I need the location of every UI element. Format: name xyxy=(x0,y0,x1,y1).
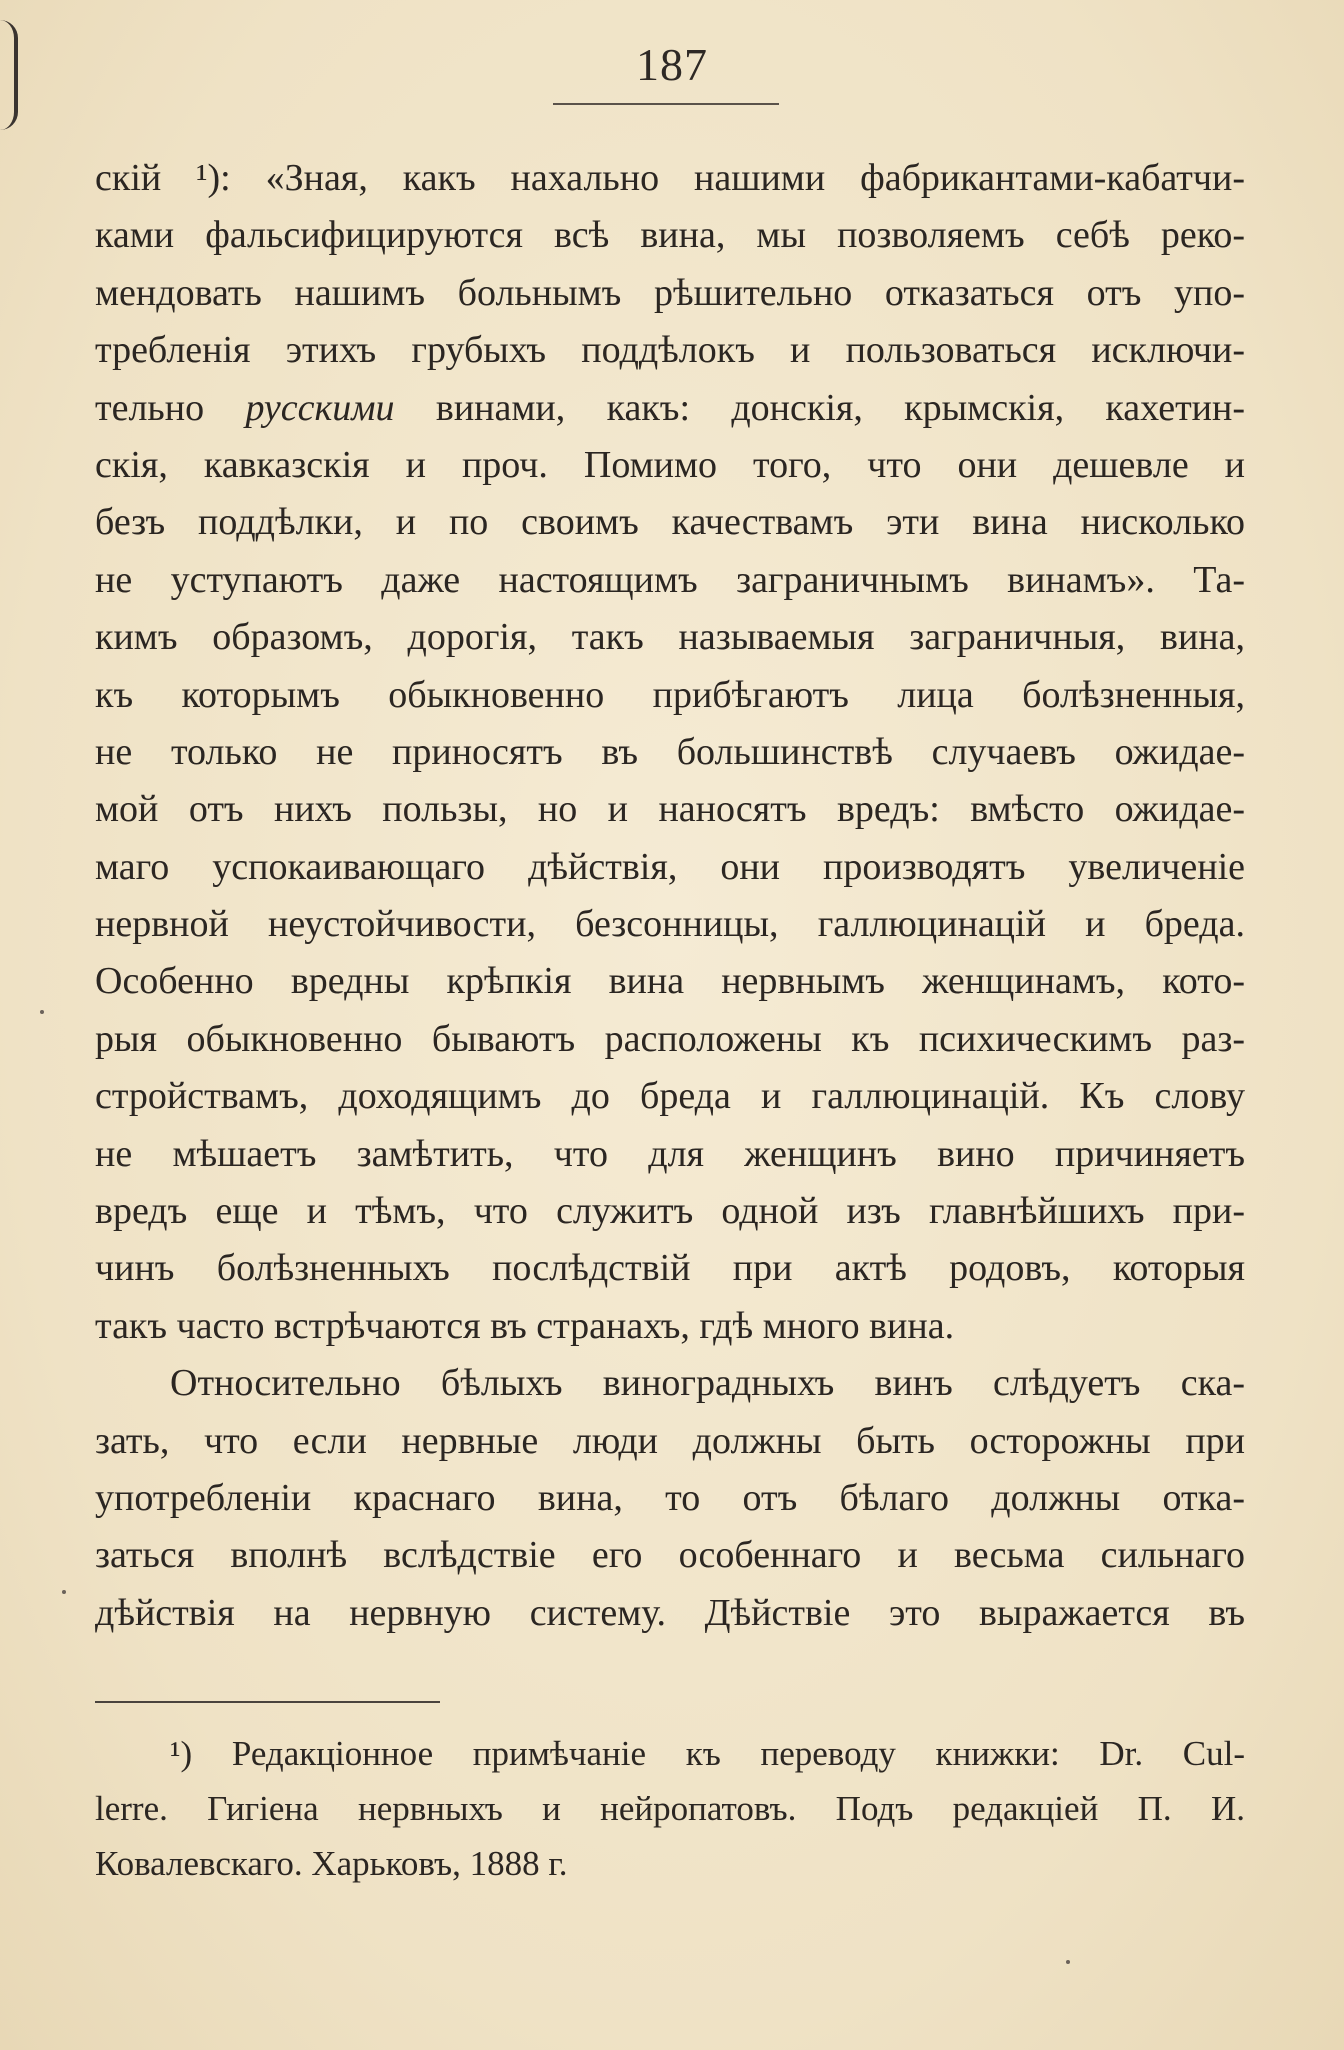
footnote xyxy=(95,1726,1245,1891)
body-line: требленія этихъ грубыхъ поддѣлокъ и пользоваться исключи- xyxy=(95,329,1245,372)
body-line: нервной неустойчивости, безсонницы, галлюцинацій и бреда. xyxy=(95,903,1245,946)
emphasis-text: русскими xyxy=(245,386,395,429)
paper-speck xyxy=(40,1010,44,1014)
body-line: скій ¹): «Зная, какъ нахально нашими фабрикантами-кабатчи- xyxy=(95,157,1245,199)
body-line-start: тельно xyxy=(95,386,205,429)
body-line: маго успокаивающаго дѣйствія, они производятъ увеличеніе xyxy=(95,845,1245,888)
body-line: употребленіи краснаго вина, то отъ бѣлаго должны отка- xyxy=(95,1476,1245,1519)
body-line: заться вполнѣ вслѣдствіе его особеннаго и весьма сильнаго xyxy=(95,1534,1245,1577)
body-line: такъ часто встрѣчаются въ странахъ, гдѣ много вина. xyxy=(95,1304,955,1347)
body-line: безъ поддѣлки, и по своимъ качествамъ эти вина нисколько xyxy=(95,501,1245,544)
body-line: рыя обыкновенно бываютъ расположены къ психическимъ раз- xyxy=(95,1017,1245,1060)
body-line: не мѣшаетъ замѣтить, что для женщинъ вино причиняетъ xyxy=(95,1132,1245,1175)
body-line: кимъ образомъ, дорогія, такъ называемыя заграничныя, вина, xyxy=(95,616,1245,659)
paper-speck xyxy=(1066,1960,1070,1964)
body-line: мой отъ нихъ пользы, но и наносятъ вредъ: вмѣсто ожидае- xyxy=(95,788,1245,831)
body-line: стройствамъ, доходящимъ до бреда и галлюцинацій. Къ слову xyxy=(95,1075,1245,1118)
paper-speck xyxy=(62,1590,66,1594)
body-line: ками фальсифицируются всѣ вина, мы позволяемъ себѣ реко- xyxy=(95,214,1245,257)
footnote-line: Ковалевскаго. Харьковъ, 1888 г. xyxy=(95,1844,568,1883)
body-line: Особенно вредны крѣпкія вина нервнымъ женщинамъ, кото- xyxy=(95,960,1245,1003)
footnote-line: lerre. Гигіена нервныхъ и нейропатовъ. Подъ редакціей П. И. xyxy=(95,1789,1245,1828)
body-line: къ которымъ обыкновенно прибѣгаютъ лица болѣзненныя, xyxy=(95,673,1245,716)
body-line: Относительно бѣлыхъ виноградныхъ винъ слѣдуетъ ска- xyxy=(170,1362,1245,1405)
body-line: зать, что если нервные люди должны быть осторожны при xyxy=(95,1419,1245,1462)
body-line: чинъ болѣзненныхъ послѣдствій при актѣ родовъ, которыя xyxy=(95,1247,1245,1290)
body-line: мендовать нашимъ больнымъ рѣшительно отказаться отъ упо- xyxy=(95,271,1245,314)
body-line-end: винами, какъ: донскія, крымскія, кахетин- xyxy=(435,386,1246,429)
page-number: 187 xyxy=(636,39,708,90)
body-line: не только не приносятъ въ большинствѣ случаевъ ожидае- xyxy=(95,730,1245,773)
body-line: дѣйствія на нервную систему. Дѣйствіе это выражается въ xyxy=(95,1591,1245,1634)
body-text xyxy=(95,150,1245,1642)
body-line xyxy=(95,380,1245,437)
footnote-line: ¹) Редакціонное примѣчаніе къ переводу книжки: Dr. Cul- xyxy=(170,1734,1245,1773)
body-line: вредъ еще и тѣмъ, что служитъ одной изъ главнѣйшихъ при- xyxy=(95,1190,1245,1233)
footnote-rule xyxy=(95,1701,440,1703)
page-number-rule xyxy=(553,103,779,105)
body-line: скія, кавказскія и проч. Помимо того, что они дешевле и xyxy=(95,443,1245,486)
body-line: не уступаютъ даже настоящимъ заграничнымъ винамъ». Та- xyxy=(95,558,1245,601)
